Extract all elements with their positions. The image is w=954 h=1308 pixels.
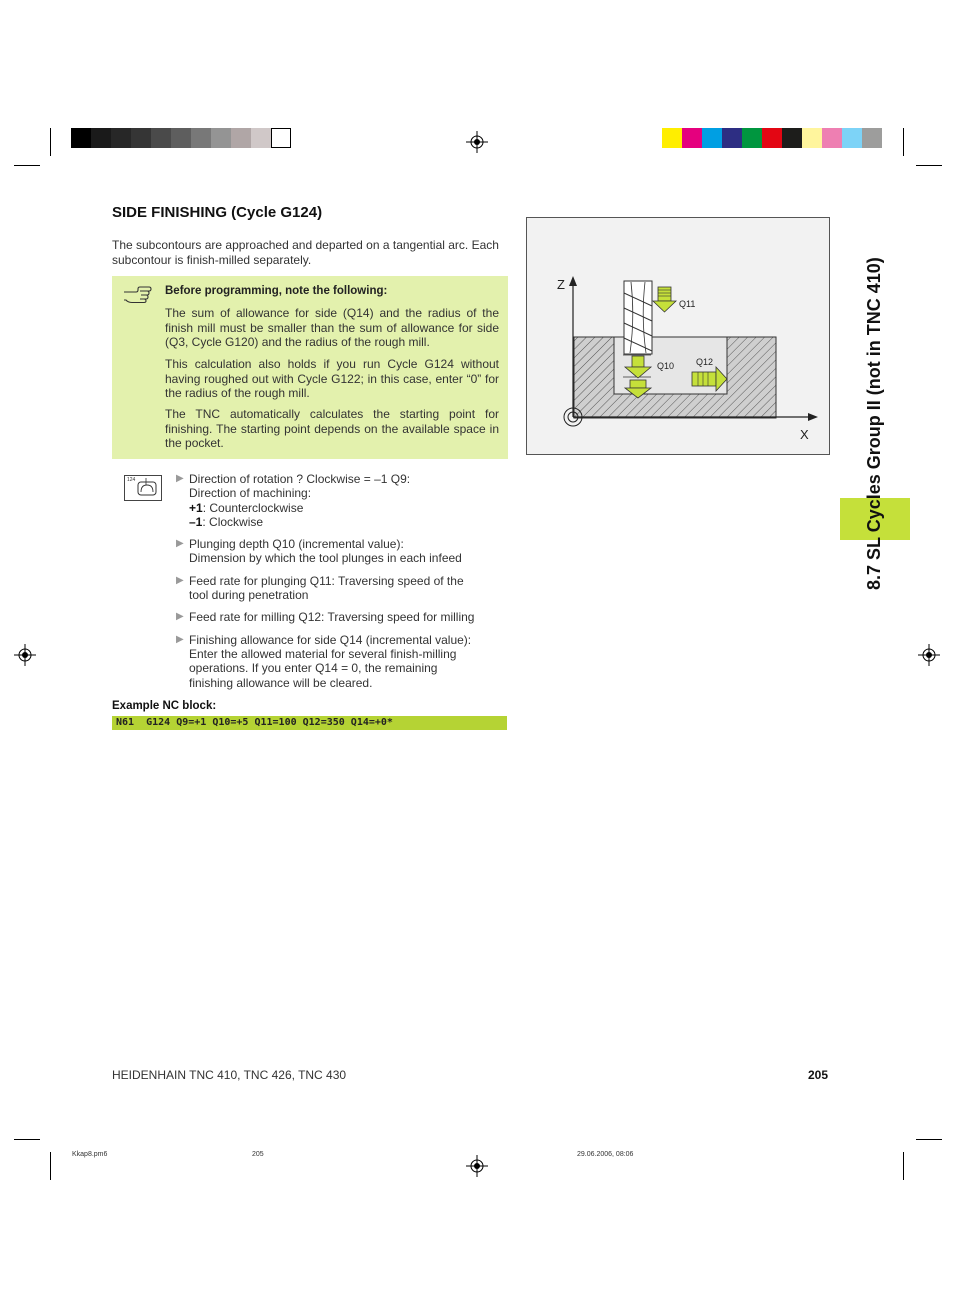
softkey-number: 124 — [127, 477, 136, 483]
bullet-arrow-icon: ▶ — [176, 574, 184, 586]
param-q11 — [176, 574, 506, 603]
pointing-hand-icon — [122, 284, 152, 304]
cycle-124-softkey — [124, 475, 162, 501]
slug-date: 29.06.2006, 08:06 — [577, 1151, 634, 1158]
crop-mark — [14, 165, 40, 166]
calibration-swatch — [111, 128, 131, 148]
bullet-arrow-icon: ▶ — [176, 473, 184, 484]
calibration-swatch — [211, 128, 231, 148]
bullet-arrow-icon: ▶ — [176, 538, 184, 550]
nc-block-text: N61 G124 Q9=+1 Q10=+5 Q11=100 Q12=350 Q14=+0* — [116, 717, 393, 728]
note-paragraph: The sum of allowance for side (Q14) and the radius of the finish mill must be smaller than the sum of allowance for side (Q3, Cycle G120) and the radius of the rough mill. — [165, 306, 499, 349]
param-line: Direction of rotation ? Clockwise = –1 Q9: — [189, 472, 411, 486]
footer-manual-title: HEIDENHAIN TNC 410, TNC 426, TNC 430 — [112, 1068, 347, 1082]
calibration-swatch — [131, 128, 151, 148]
calibration-swatch — [802, 128, 822, 148]
param-q9 — [176, 472, 506, 529]
calibration-swatch — [71, 128, 91, 148]
registration-mark-icon — [918, 644, 940, 666]
calibration-swatch — [722, 128, 742, 148]
calibration-swatch — [662, 128, 682, 148]
calibration-swatch — [862, 128, 882, 148]
param-line: Enter the allowed material for several finish-milling — [189, 646, 457, 661]
crop-mark — [916, 165, 942, 166]
calibration-swatch — [271, 128, 291, 148]
calibration-swatch — [91, 128, 111, 148]
x-axis-label: X — [800, 427, 809, 442]
section-title: SIDE FINISHING (Cycle G124) — [112, 204, 323, 221]
param-line: Finishing allowance for side Q14 (incremental value): — [189, 632, 472, 647]
chapter-side-title: 8.7 SL Cycles Group II (not in TNC 410) — [864, 257, 884, 590]
calibration-swatch — [702, 128, 722, 148]
param-line: finishing allowance will be cleared. — [189, 675, 373, 690]
slug-page: 205 — [252, 1151, 264, 1158]
crop-mark — [14, 1139, 40, 1140]
q10-label: Q10 — [657, 361, 675, 371]
crop-mark — [903, 1152, 904, 1180]
nc-block — [112, 716, 507, 730]
option-text: : Counterclockwise — [202, 500, 304, 515]
calibration-swatch — [171, 128, 191, 148]
side-finishing-softkey-icon — [125, 476, 161, 500]
intro-text: The subcontours are approached and departed on a tangential arc. Each subcontour is finish-milled separately. — [112, 238, 499, 267]
q11-label: Q11 — [679, 299, 696, 309]
param-line: Direction of machining: — [189, 486, 312, 501]
param-option — [189, 501, 506, 515]
calibration-swatch — [151, 128, 171, 148]
note-heading: Before programming, note the following: — [165, 285, 388, 297]
slug-filename: Kkap8.pm6 — [72, 1151, 108, 1158]
side-finishing-figure — [526, 217, 830, 455]
calibration-swatch — [251, 128, 271, 148]
param-q10 — [176, 537, 506, 566]
param-line: tool during penetration — [189, 588, 309, 603]
crop-mark — [903, 128, 904, 156]
calibration-swatch — [782, 128, 802, 148]
z-axis-label: Z — [557, 277, 565, 292]
calibration-swatch — [822, 128, 842, 148]
param-q14 — [176, 633, 506, 690]
option-key: –1 — [189, 514, 203, 529]
calibration-swatch — [762, 128, 782, 148]
parameter-list — [176, 472, 506, 698]
calibration-swatch — [742, 128, 762, 148]
calibration-swatch — [231, 128, 251, 148]
bullet-arrow-icon: ▶ — [176, 611, 184, 623]
param-q12 — [176, 610, 506, 624]
param-line: operations. If you enter Q14 = 0, the remaining — [189, 661, 438, 676]
bullet-arrow-icon: ▶ — [176, 633, 184, 645]
note-box — [112, 276, 508, 459]
crop-mark — [50, 128, 51, 156]
note-paragraph: The TNC automatically calculates the starting point for finishing. The starting point depends on the available space in the pocket. — [165, 407, 499, 450]
figure-drawing — [527, 218, 829, 454]
crop-mark — [50, 1152, 51, 1180]
option-text: : Clockwise — [202, 514, 264, 529]
option-key: +1 — [189, 500, 203, 515]
param-line: Feed rate for plunging Q11: Traversing speed of the — [189, 573, 464, 588]
calibration-swatch — [842, 128, 862, 148]
param-line: Plunging depth Q10 (incremental value): — [189, 537, 404, 552]
tool — [624, 281, 652, 354]
q12-label: Q12 — [696, 357, 714, 367]
example-label: Example NC block: — [112, 700, 217, 712]
calibration-swatch — [191, 128, 211, 148]
registration-mark-icon — [466, 1155, 488, 1177]
page-number: 205 — [808, 1068, 829, 1082]
param-line: Dimension by which the tool plunges in each infeed — [189, 551, 462, 566]
registration-mark-icon — [466, 131, 488, 153]
param-line: Feed rate for milling Q12: Traversing speed for milling — [189, 610, 475, 625]
param-option — [189, 515, 506, 529]
crop-mark — [916, 1139, 942, 1140]
note-paragraph: This calculation also holds if you run Cycle G124 without having roughed out with Cycle G122; in this case, enter “0” for the radius of the rough mill. — [165, 357, 499, 400]
registration-mark-icon — [14, 644, 36, 666]
calibration-swatch — [682, 128, 702, 148]
